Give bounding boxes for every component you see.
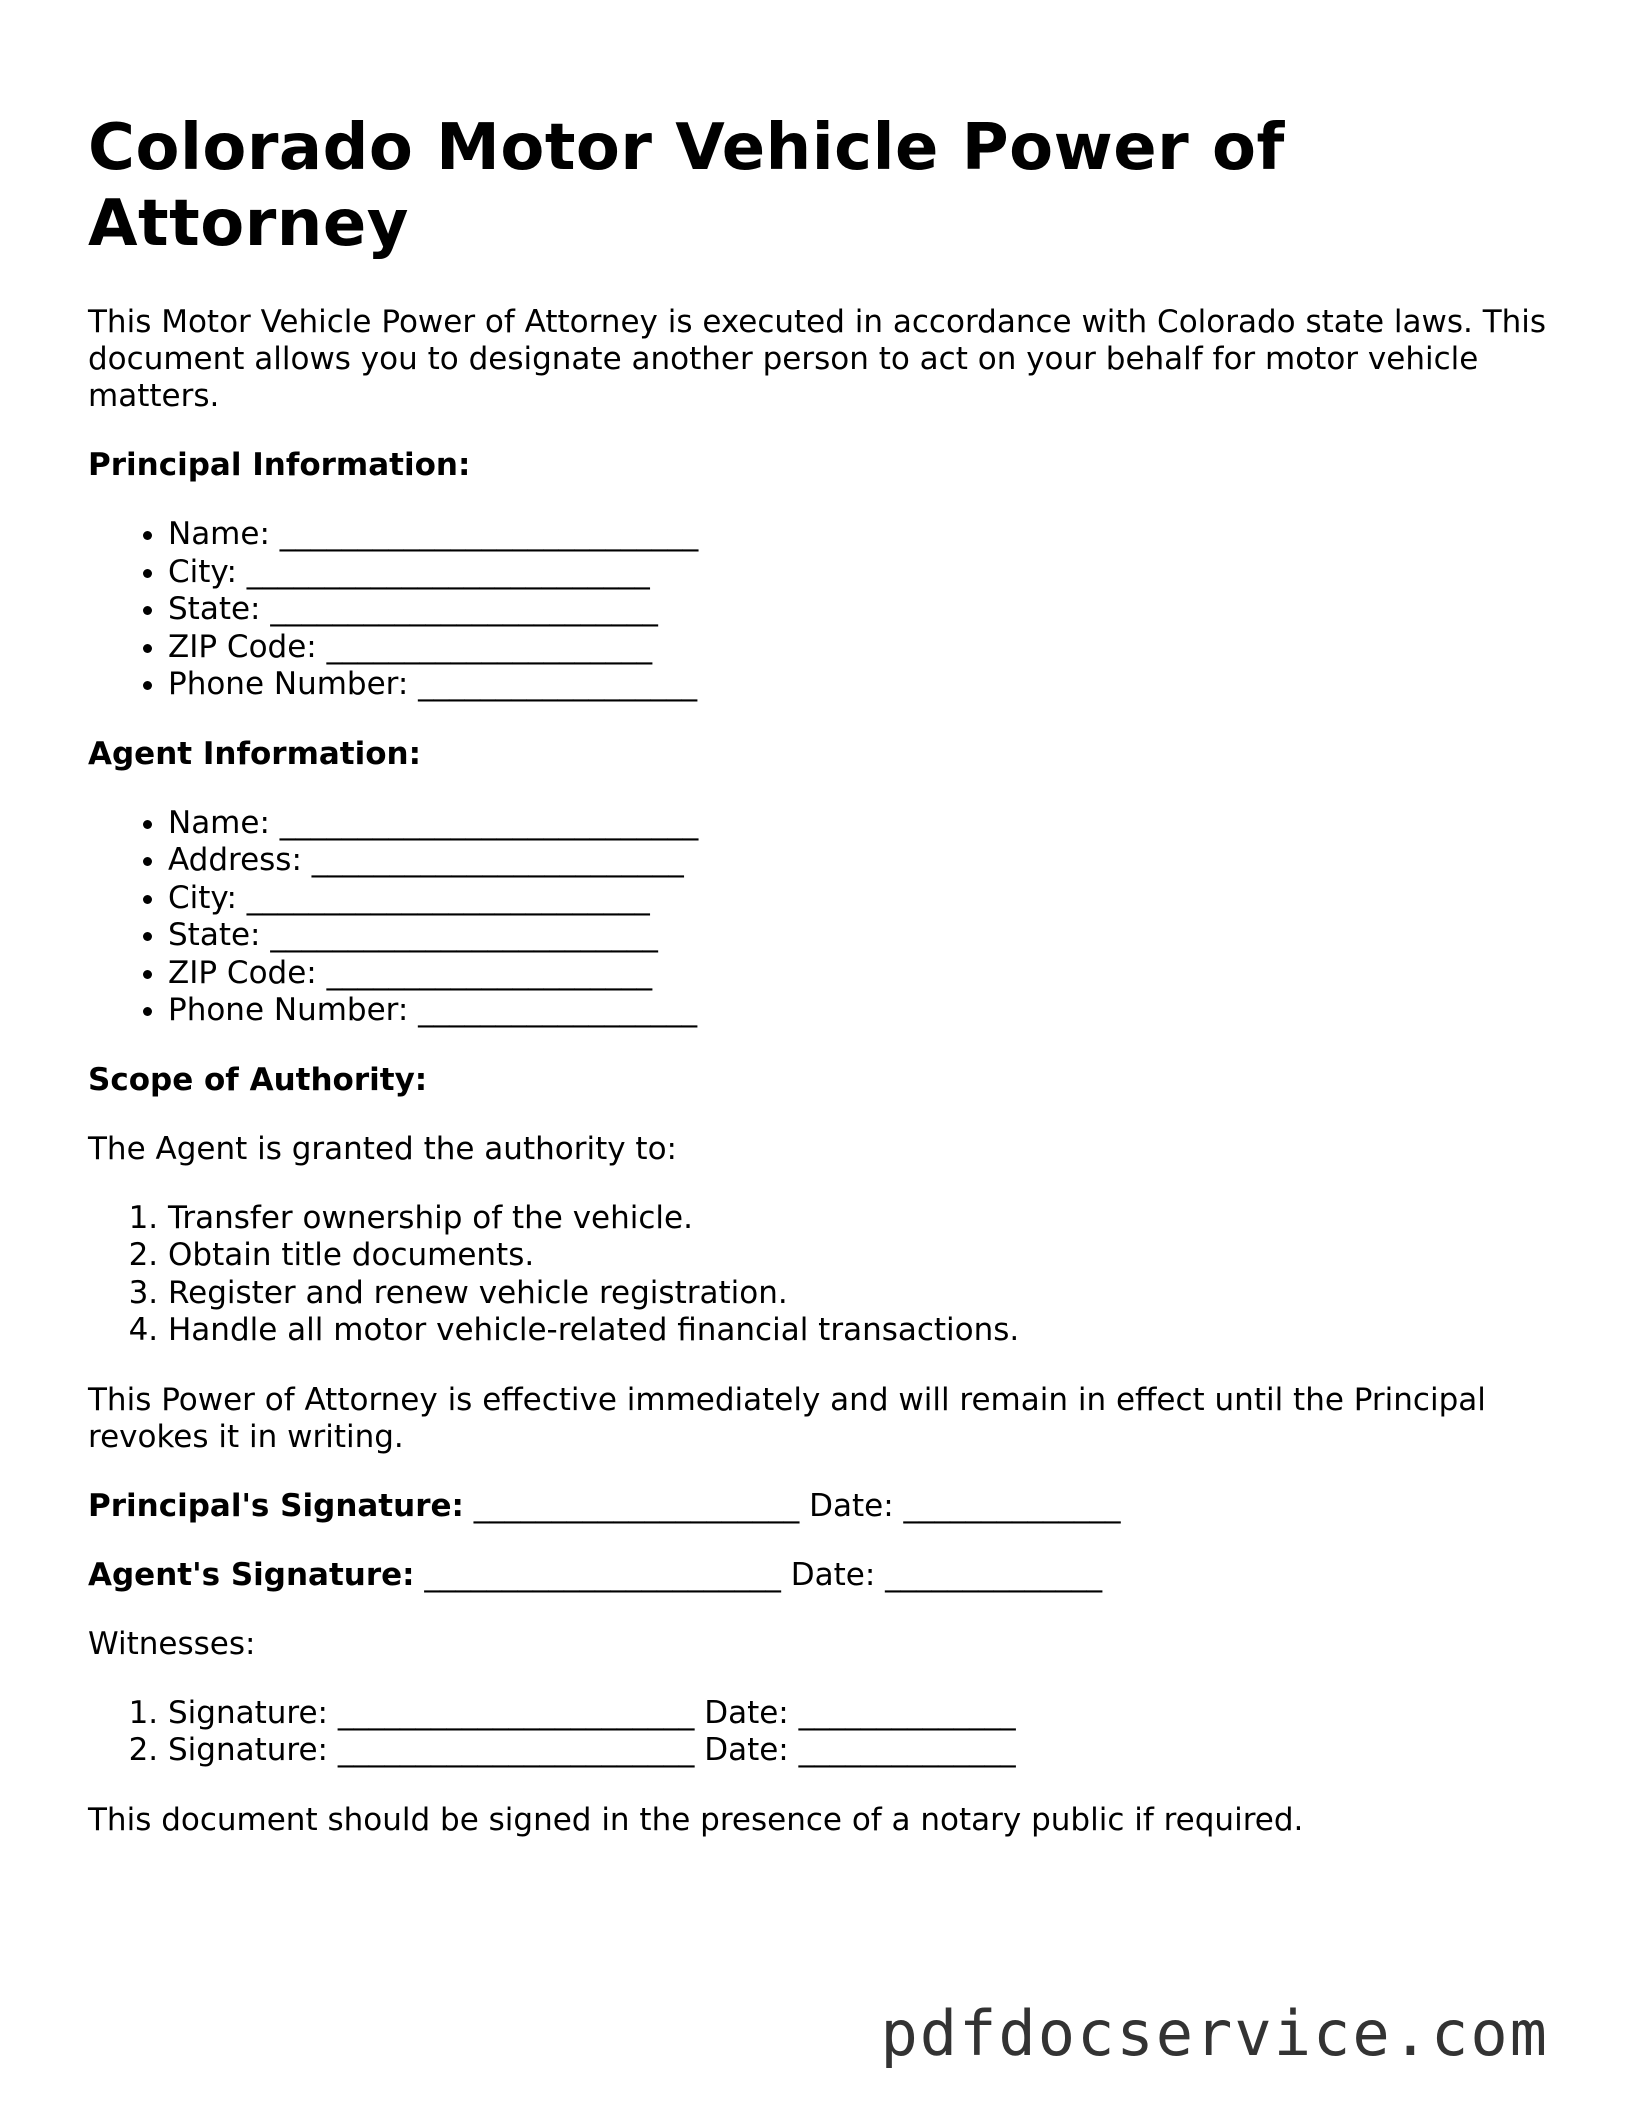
witnesses-list — [88, 1695, 1548, 1770]
document-page — [88, 110, 1548, 1871]
scope-item: 2. Obtain title documents. — [168, 1237, 1548, 1275]
agent-zip-field: • ZIP Code: _____________________ — [168, 955, 1548, 993]
principal-heading: Principal Information: — [88, 447, 471, 483]
principal-fields-list — [88, 516, 1548, 704]
agent-heading: Agent Information: — [88, 735, 421, 772]
watermark: pdfdocservice.com — [880, 1997, 1549, 2070]
principal-phone-field: • Phone Number: __________________ — [168, 666, 1548, 704]
witness-signature-line: 2. Signature: _______________________ Date: ______________ — [168, 1732, 1548, 1770]
witnesses-heading: Witnesses: — [88, 1625, 256, 1662]
agent-address-field: • Address: ________________________ — [168, 842, 1548, 880]
scope-item: 3. Register and renew vehicle registration. — [168, 1275, 1548, 1313]
agent-state-field: • State: _________________________ — [168, 917, 1548, 955]
principal-city-field: • City: __________________________ — [168, 554, 1548, 592]
agent-fields-list — [88, 805, 1548, 1030]
scope-list — [88, 1200, 1548, 1350]
agent-phone-field: • Phone Number: __________________ — [168, 992, 1548, 1030]
agent-signature-line — [88, 1557, 1548, 1594]
agent-name-field: • Name: ___________________________ — [168, 805, 1548, 843]
scope-intro: The Agent is granted the authority to: — [88, 1130, 677, 1167]
effective-paragraph: This Power of Attorney is effective immediately and will remain in effect until the Principal revokes it in writing. — [88, 1381, 1486, 1455]
principal-zip-field: • ZIP Code: _____________________ — [168, 629, 1548, 667]
notary-paragraph: This document should be signed in the presence of a notary public if required. — [88, 1801, 1304, 1838]
agent-signature-label: Agent's Signature: — [88, 1556, 415, 1593]
agent-city-field: • City: __________________________ — [168, 880, 1548, 918]
principal-state-field: • State: _________________________ — [168, 591, 1548, 629]
agent-signature-blanks: _______________________ Date: ______________ — [414, 1556, 1103, 1593]
principal-signature-line — [88, 1488, 1548, 1525]
witness-signature-line: 1. Signature: _______________________ Date: ______________ — [168, 1695, 1548, 1733]
principal-signature-label: Principal's Signature: — [88, 1487, 464, 1524]
scope-item: 4. Handle all motor vehicle-related financial transactions. — [168, 1312, 1548, 1350]
intro-paragraph: This Motor Vehicle Power of Attorney is executed in accordance with Colorado state laws. This document allows you to designate another person to act on your behalf for motor vehicle matters. — [88, 304, 1547, 414]
principal-signature-blanks: _____________________ Date: ______________ — [463, 1487, 1121, 1524]
principal-name-field: • Name: ___________________________ — [168, 516, 1548, 554]
page-title: Colorado Motor Vehicle Power of Attorney — [88, 111, 1285, 261]
scope-heading: Scope of Authority: — [88, 1061, 428, 1098]
scope-item: 1. Transfer ownership of the vehicle. — [168, 1200, 1548, 1238]
